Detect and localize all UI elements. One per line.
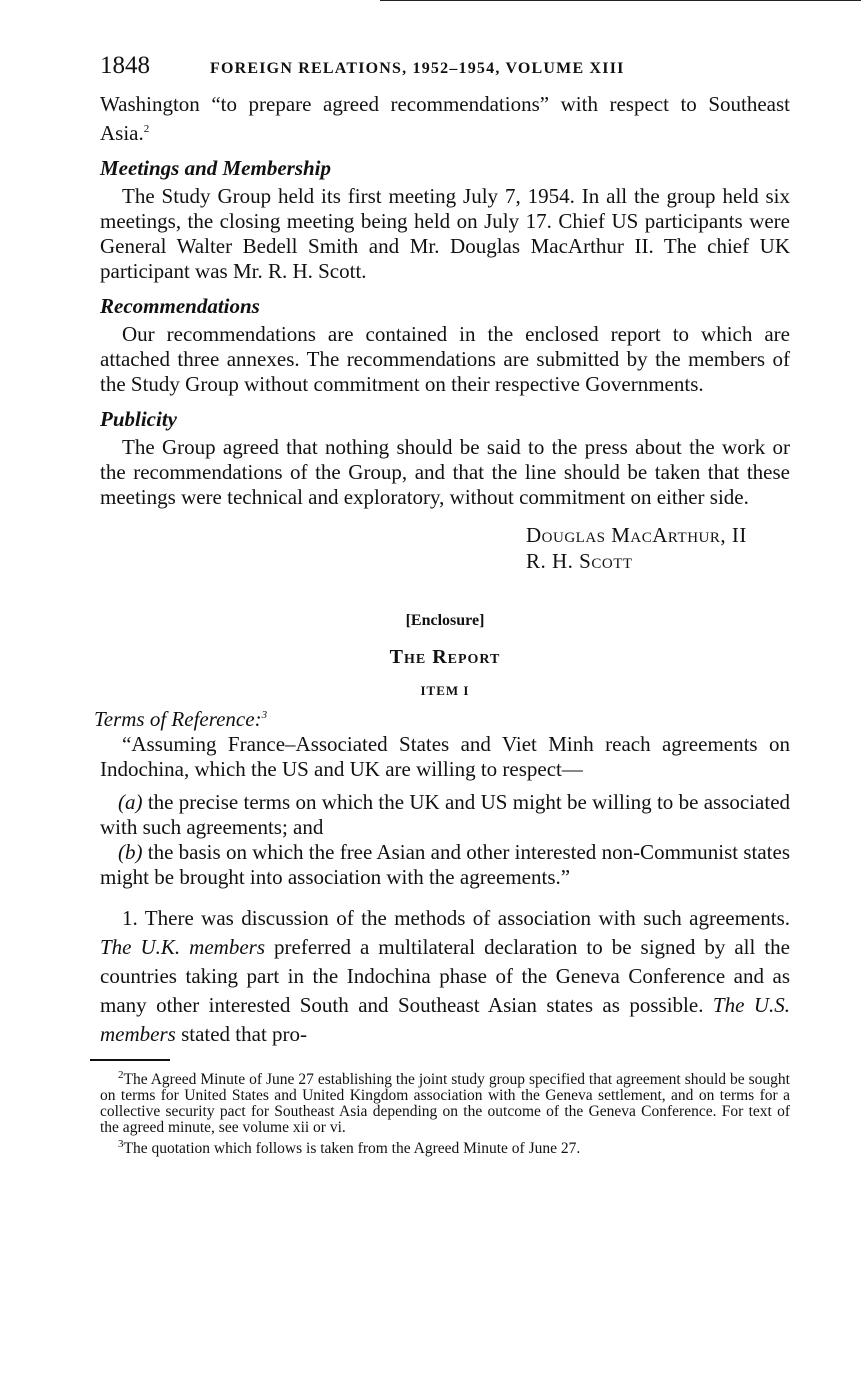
uk-members: The U.K. members (100, 935, 265, 959)
page-header (100, 52, 790, 92)
paragraph-1: 1. There was discussion of the methods of association with such agreements. The U.K. members preferred a multilateral declaration to be signed by all the countries taking part in the Indochina phase of the Geneva Conference and as many other interested South and Southeast Asian states as possible. The U.S. members stated that pro- (100, 906, 791, 1046)
section-heading-recommendations: Recommendations (100, 294, 260, 318)
signature-block (526, 522, 790, 574)
terms-heading: Terms of Reference:$^3$ (94, 707, 268, 731)
quote-item-a: (a) the precise terms on which the UK and US might be willing to be associated with such agreements; and (100, 790, 791, 839)
quote-item-b: (b) the basis on which the free Asian and other interested non-Communist states might be brought into association with the agreements.” (100, 840, 790, 889)
report-title: The Report (389, 646, 501, 668)
us-members: The U.S. members (100, 993, 791, 1046)
meetings-paragraph: The Study Group held its first meeting July 7, 1954. In all the group held six meetings, the closing meeting being held on July 17. Chief US participants were General Walter Bedell Smith and Mr. Douglas MacArthur II. The chief UK participant was Mr. R. H. Scott. (100, 184, 790, 283)
running-head: FOREIGN RELATIONS, 1952–1954, VOLUME XIII (210, 60, 625, 77)
intro-text: Washington “to prepare agreed recommendations” with respect to Southeast Asia. (100, 92, 790, 145)
quote-intro: “Assuming France–Associated States and Viet Minh reach agreements on Indochina, which the US and UK are willing to respect— (100, 732, 790, 781)
top-edge-rule (380, 0, 861, 1)
section-heading-publicity: Publicity (100, 407, 177, 431)
footnote-rule (90, 1059, 170, 1061)
footnote-ref-3: 3 (261, 709, 268, 721)
page-number: 1848 (100, 52, 150, 79)
enclosure-label: [Enclosure] (405, 612, 485, 629)
signature-scott: R. H. Scott (526, 549, 633, 573)
footnote-ref-2: 2 (143, 123, 150, 135)
terms-quotation (100, 732, 790, 890)
footnote-3: $^3$The quotation which follows is taken from the Agreed Minute of June 27. (118, 1138, 581, 1158)
item-label: ITEM I (420, 683, 470, 698)
intro-paragraph (100, 92, 790, 146)
document-page (94, 52, 791, 1158)
footnote-2: $^2$The Agreed Minute of June 27 establishing the joint study group specified that agreement should be sought on terms for United States and United Kingdom association with the Geneva settlement, and on terms for a collective security pact for Southeast Asia depending on the outcome of the Geneva Conference. For text of the agreed minute, see volume xii or vi. (100, 1069, 790, 1137)
publicity-paragraph: The Group agreed that nothing should be said to the press about the work or the recommendations of the Group, and that the line should be taken that these meetings were technical and exploratory, without commitment on either side. (100, 435, 790, 509)
section-heading-meetings: Meetings and Membership (100, 156, 332, 180)
signature-macarthur: Douglas MacArthur, II (526, 523, 747, 547)
recommendations-paragraph: Our recommendations are contained in the enclosed report to which are attached three annexes. The recommendations are submitted by the members of the Study Group without commitment on their respective Governments. (100, 322, 790, 396)
